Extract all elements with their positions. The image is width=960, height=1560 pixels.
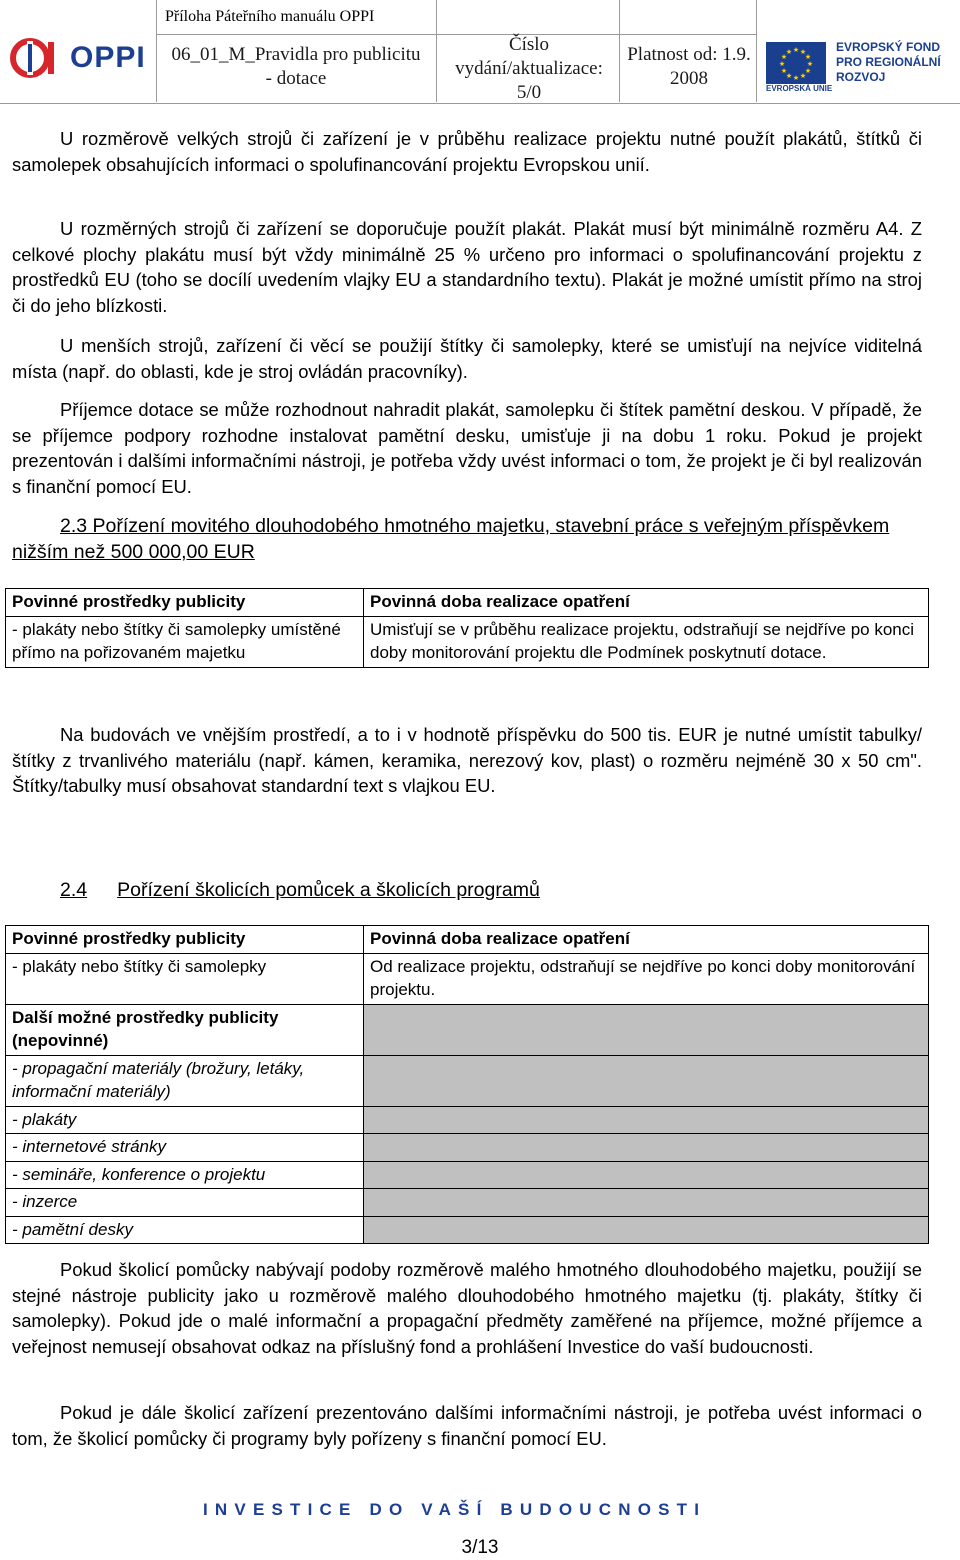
paragraph: Pokud školicí pomůcky nabývají podoby rozměrově malého hmotného dlouhodobého majetku, použijí se stejné nástroje publicity jako u rozměrově malého dlouhodobého hmotného majetku (tj. plakáty, štítky či samolepky). Pokud jde o malé informační a propagační předměty zaměřené na příjemce, možné příjemce a veřejnost nemusejí obsahovat odkaz na příslušný fond a prohlášení Investice do vaší budoucnosti. — [12, 1259, 922, 1357]
svg-text:★: ★ — [785, 48, 793, 56]
table-cell: - semináře, konference o projektu — [6, 1161, 364, 1189]
publicity-table-2-4 — [5, 925, 929, 1244]
svg-text:★: ★ — [799, 72, 807, 80]
svg-text:★: ★ — [792, 74, 800, 82]
table-header-optional: Další možné prostředky publicity (nepovinné) — [6, 1004, 364, 1055]
table-cell: Od realizace projektu, odstraňují se nejdříve po konci doby monitorování projektu. — [364, 953, 929, 1004]
table-cell: Umisťují se v průběhu realizace projektu, odstraňují se nejdříve po konci doby monitorování projektu dle Podmínek poskytnutí dotace. — [364, 616, 929, 667]
table-cell: - propagační materiály (brožury, letáky, informační materiály) — [6, 1055, 364, 1106]
table-cell-empty — [364, 1004, 929, 1055]
svg-text:★: ★ — [780, 67, 788, 75]
paragraph: U rozměrných strojů či zařízení se doporučuje použít plakát. Plakát musí být minimálně rozměru A4. Z celkové plochy plakátu musí být vždy minimálně 25 % určeno pro informaci o spolufinancování projektu z prostředků EU (toho se docílí uvedením vlajky EU a standardního textu). Plakát je možné umístit přímo na stroj či do jeho blízkosti. — [12, 218, 922, 316]
fund-text: EVROPSKÝ FOND PRO REGIONÁLNÍ ROZVOJ — [836, 40, 941, 84]
svg-text:★: ★ — [804, 53, 812, 61]
table-cell: - internetové stránky — [6, 1134, 364, 1162]
table-cell: - pamětní desky — [6, 1216, 364, 1244]
table-cell-empty — [364, 1216, 929, 1244]
eu-flag-icon — [766, 42, 826, 84]
annex-title: Příloha Páteřního manuálu OPPI — [165, 8, 375, 25]
validity-label: Platnost od: 1.9. 2008 — [627, 44, 751, 89]
eu-fund-logo — [766, 38, 952, 96]
svg-text:★: ★ — [804, 67, 812, 75]
table-cell-empty — [364, 1106, 929, 1134]
publicity-table-2-3 — [5, 588, 929, 668]
svg-text:★: ★ — [778, 60, 786, 68]
table-cell: - plakáty nebo štítky či samolepky umístěné přímo na pořizovaném majetku — [6, 616, 364, 667]
document-header — [0, 0, 960, 104]
section-heading-2-3: 2.3 Pořízení movitého dlouhodobého hmotného majetku, stavební práce s veřejným příspěvkem nižším než 500 000,00 EUR — [12, 515, 890, 563]
table-cell-empty — [364, 1161, 929, 1189]
table-cell-empty — [364, 1189, 929, 1217]
paragraph: Pokud je dále školicí zařízení prezentováno dalšími informačními nástroji, je potřeba uvést informaci o tom, že školicí pomůcky či programy byly pořízeny s finanční pomocí EU. — [12, 1402, 922, 1449]
svg-text:★: ★ — [780, 53, 788, 61]
doc-code: 06_01_M_Pravidla pro publicitu - dotace — [171, 44, 421, 89]
paragraph: U menších strojů, zařízení či věcí se použijí štítky či samolepky, které se umisťují na nejvíce viditelná místa (např. do oblasti, kde je stroj ovládán pracovníky). — [12, 335, 922, 382]
table-header-duration: Povinná doba realizace opatření — [364, 926, 929, 954]
paragraph: U rozměrově velkých strojů či zařízení je v průběhu realizace projektu nutné použít plakátů, štítků či samolepek obsahujících informaci o spolufinancování projektu Evropskou unií. — [12, 128, 922, 175]
oppi-emblem-icon — [10, 38, 62, 78]
table-cell-empty — [364, 1134, 929, 1162]
footer-motto: INVESTICE DO VAŠÍ BUDOUCNOSTI — [203, 1500, 707, 1519]
page-number: 3/13 — [461, 1537, 499, 1558]
paragraph: Příjemce dotace se může rozhodnout nahradit plakát, samolepku či štítek pamětní deskou. V případě, že se příjemce podpory rozhodne instalovat pamětní desku, umisťuje ji na dobu 1 roku. Pokud je projekt prezentován i dalšími informačními nástroji, je potřeba vždy uvést informaci o tom, že projekt je či byl realizován s finanční pomocí EU. — [12, 399, 922, 497]
section-heading-2-4: 2.4 Pořízení školicích pomůcek a školicích programů — [60, 879, 540, 901]
svg-text:★: ★ — [799, 48, 807, 56]
version-label: Číslo vydání/aktualizace: 5/0 — [455, 34, 603, 103]
table-header-mandatory: Povinné prostředky publicity — [6, 926, 364, 954]
paragraph: Na budovách ve vnějším prostředí, a to i v hodnotě příspěvku do 500 tis. EUR je nutné umístit tabulky/štítky z trvanlivého materiálu (např. kámen, keramika, nerezový kov, plast) o rozměru nejméně 30 x 50 cm". Štítky/tabulky musí obsahovat standardní text s vlajkou EU. — [12, 724, 922, 797]
svg-text:★: ★ — [785, 72, 793, 80]
oppi-logo — [10, 38, 146, 78]
table-cell: - plakáty nebo štítky či samolepky — [6, 953, 364, 1004]
table-header-duration: Povinná doba realizace opatření — [364, 589, 929, 617]
svg-text:★: ★ — [806, 60, 814, 68]
table-cell: - plakáty — [6, 1106, 364, 1134]
oppi-logo-text: OPPI — [70, 41, 146, 74]
eu-caption: EVROPSKÁ UNIE — [766, 84, 833, 93]
table-cell-empty — [364, 1055, 929, 1106]
table-header-mandatory: Povinné prostředky publicity — [6, 589, 364, 617]
svg-text:★: ★ — [792, 46, 800, 54]
table-cell: - inzerce — [6, 1189, 364, 1217]
